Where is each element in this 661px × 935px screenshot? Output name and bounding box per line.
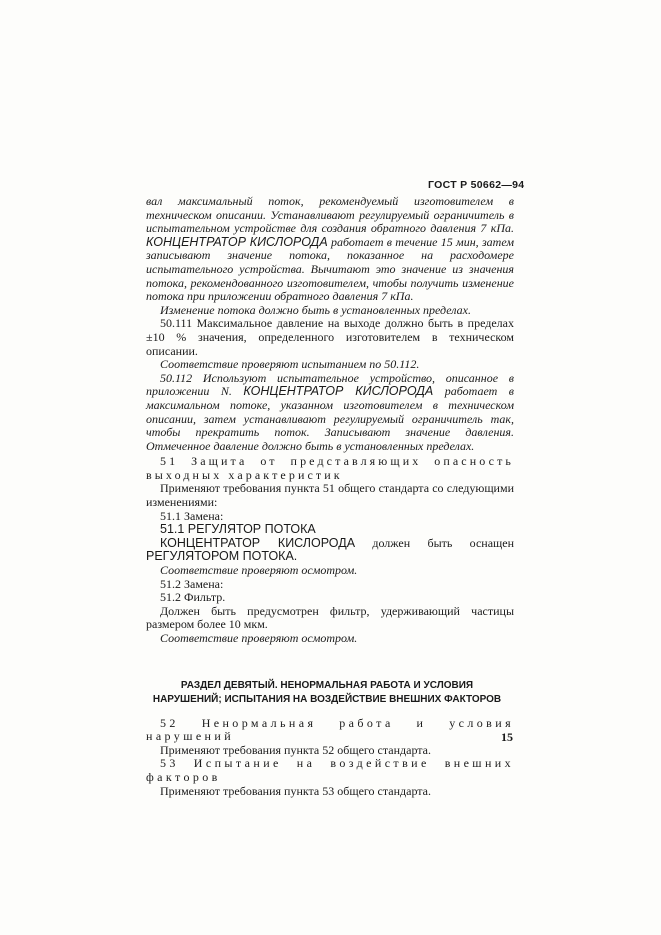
section-9-title-line1: РАЗДЕЛ ДЕВЯТЫЙ. НЕНОРМАЛЬНАЯ РАБОТА И УСЛОВИЯ [180,679,474,691]
page-body [146,195,514,798]
clause-51-1-heading: 51.1 РЕГУЛЯТОР ПОТОКА [160,522,316,537]
standard-header: ГОСТ Р 50662—94 [428,179,525,191]
clause-51-1-text [146,537,514,564]
clause-51-2-text: Должен быть предусмотрен фильтр, удерживающий частицы размером более 10 мкм. [146,603,514,632]
clause-51-2-check: Соответствие проверяют осмотром. [160,631,358,645]
clause-50-111-check: Соответствие проверяют испытанием по 50.112. [160,357,420,372]
section-9-title [140,679,514,707]
clause-51-2-heading: 51.2 Фильтр. [160,590,226,605]
clause-51-1-body: должен быть оснащен [372,535,515,550]
clause-50-111: 50.111 Максимальное давление на выходе должно быть в пределах ±10 % значения, определенного изготовителем в техническом описании. [146,316,514,358]
flow-regulator-term: РЕГУЛЯТОРОМ ПОТОКА. [146,549,298,564]
section-51-text: Применяют требования пункта 51 общего стандарта со следующими изменениями: [146,481,514,510]
clause-51-1-check: Соответствие проверяют осмотром. [160,563,358,578]
concentrator-term: КОНЦЕНТРАТОР КИСЛОРОДА [146,234,328,249]
flow-test-text: вал максимальный поток, рекомендуемый изготовителем в техническом описании. Устанавливают регулируемый ограничитель в испытательном устройстве для создания обратного давления 7 кПа. [146,194,514,236]
flow-change-requirement: Изменение потока должно быть в установленных пределах. [160,302,472,317]
page-number: 15 [501,730,513,744]
clause-50-112 [146,372,514,454]
section-53-title: 53 Испытание на воздействие внешних факторов [146,756,514,784]
clause-51-1-replacement: 51.1 Замена: [160,508,224,523]
section-9-title-line2: НАРУШЕНИЙ; ИСПЫТАНИЯ НА ВОЗДЕЙСТВИЕ ВНЕШНИХ ФАКТОРОВ [152,693,502,705]
concentrator-term: КОНЦЕНТРАТОР КИСЛОРОДА [243,384,434,399]
concentrator-term: КОНЦЕНТРАТОР КИСЛОРОДА [160,535,356,550]
clause-50-112-text: 50.112 Используют испытательное устройство, описанное в приложении N. [146,370,514,399]
paragraph-flow-test [146,195,514,304]
section-51-title: 51 Защита от представляющих опасность выходных характеристик [146,454,514,482]
clause-50-112-text-2: работает в максимальном потоке, указанном изготовителем в техническом описании, затем устанавливают регулируемый ограничитель так, чтобы прекратить поток. Записывают значение давления. Отмеченное давление должно быть в установленных пределах. [146,384,514,453]
flow-test-text-2: работает в течение 15 мин, затем записывают значение потока, показанное на расходомере испытательного устройства. Вычитают это значение из значения потока, рекомендованного изготовителем, чтобы получить изменение потока при приложении обратного давления 7 кПа. [146,234,514,304]
section-52-text: Применяют требования пункта 52 общего стандарта. [160,742,432,757]
clause-51-2-replacement: 51.2 Замена: [160,576,224,591]
section-53-text: Применяют требования пункта 53 общего стандарта. [160,783,432,798]
section-52-title: 52 Ненормальная работа и условия нарушений [146,715,514,744]
